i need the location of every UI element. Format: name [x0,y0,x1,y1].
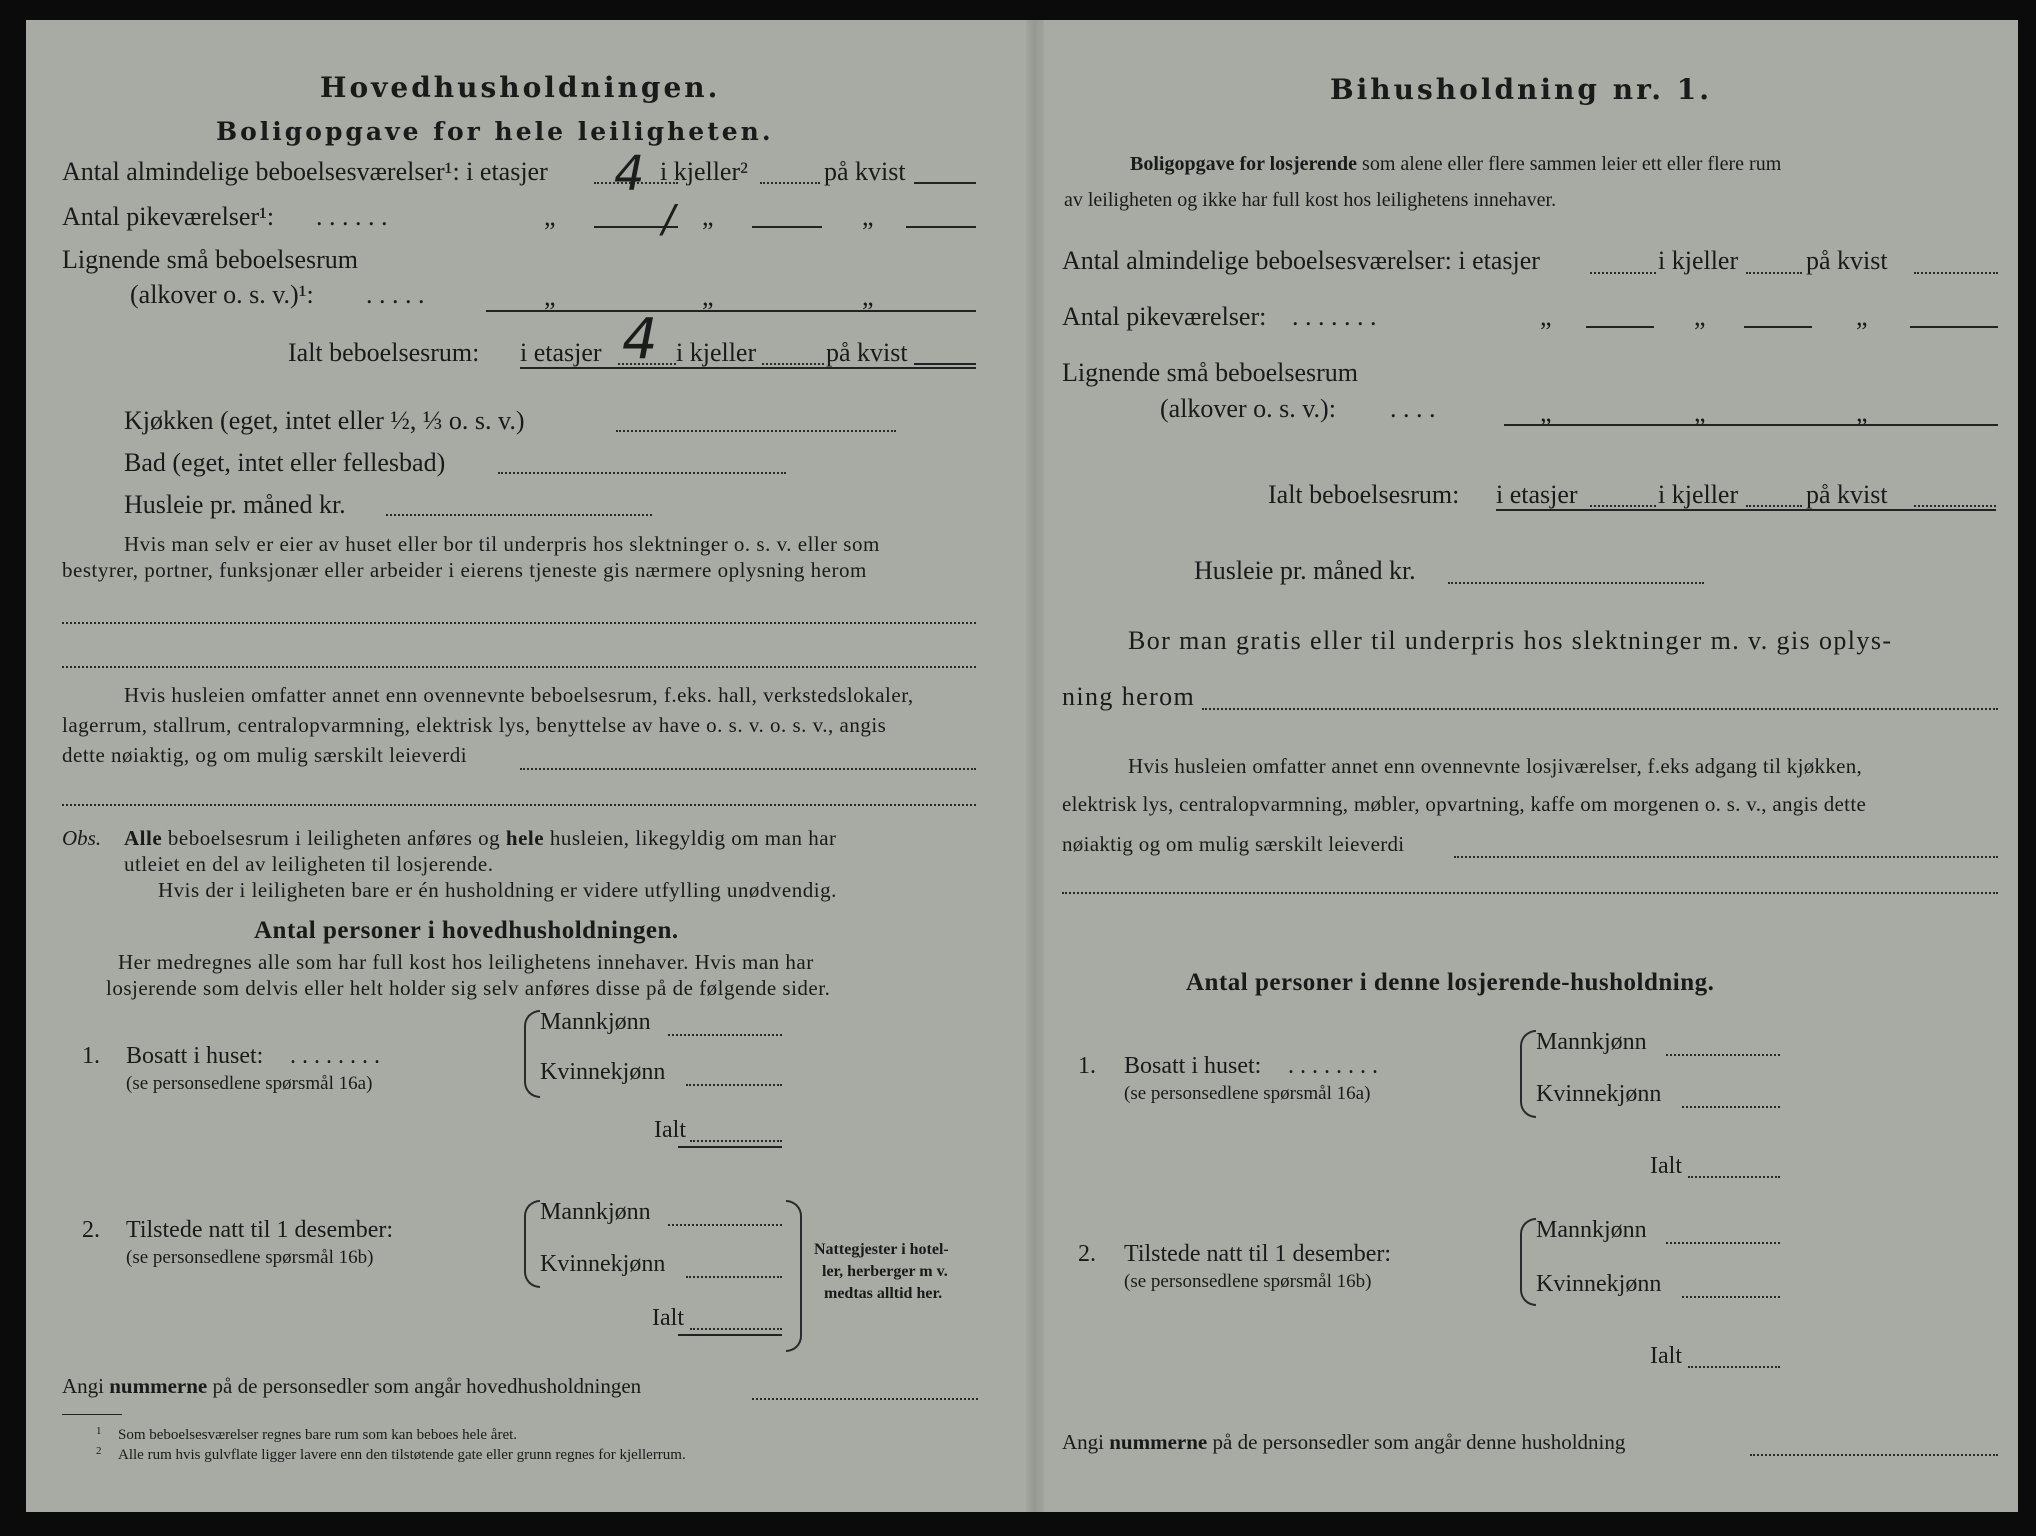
right-row2-q3: „ [1856,302,1868,331]
left-row3-label2: (alkover o. s. v.)¹: [130,280,314,309]
left-row1-kvist-field[interactable] [914,182,976,184]
left-q1-mann: Mannkjønn [540,1009,651,1035]
left-eier-field1[interactable] [62,622,976,624]
right-ialt-underline [1496,509,1996,511]
left-row2-dots: . . . . . . [316,202,388,231]
left-row3-dots: . . . . . [366,280,425,309]
left-antal-line1: Her medregnes alle som har full kost hos leilighetens innehaver. Hvis man har [118,950,814,974]
right-row1-kvist-field[interactable] [1914,272,1998,274]
right-row1-etasjer-field[interactable] [1590,272,1656,274]
right-q1-sub: (se personsedlene spørsmål 16a) [1124,1083,1371,1104]
left-kjokken-label: Kjøkken (eget, intet eller ½, ⅓ o. s. v.) [124,406,525,435]
left-ialt-kjeller-field[interactable] [762,363,824,365]
left-angi-line [62,1376,641,1397]
right-q2-kvinne-field[interactable] [1682,1296,1780,1298]
left-kjokken-field[interactable] [616,430,896,432]
left-angi-a: Angi [62,1374,104,1398]
left-row3-q3: „ [862,282,874,311]
left-q1-kvinne: Kvinnekjønn [540,1059,666,1085]
right-ialt-etasjer: i etasjer [1496,480,1578,509]
right-angi-c: på de personsedler som angår denne husholdning [1212,1430,1626,1454]
right-q2-sub: (se personsedlene spørsmål 16b) [1124,1271,1372,1292]
left-q2-mann: Mannkjønn [540,1199,651,1225]
left-q2-sub: (se personsedlene spørsmål 16b) [126,1247,374,1268]
left-q1-sub: (se personsedlene spørsmål 16a) [126,1073,373,1094]
left-ialt-kvist: på kvist [826,338,908,367]
left-q1-kvinne-field[interactable] [686,1084,782,1086]
left-q2-kvinne: Kvinnekjønn [540,1251,666,1277]
right-row3-field[interactable] [1504,424,1998,426]
right-q1-ialt-field[interactable] [1688,1176,1780,1178]
left-natt-line2: ler, herberger m v. [822,1263,948,1280]
right-ialt-etasjer-field[interactable] [1590,505,1656,507]
left-row2-q1: „ [544,202,556,231]
right-omf-line2: elektrisk lys, centralopvarmning, møbler, opvartning, kaffe om morgenen o. s. v., angis dette [1062,792,1867,816]
right-angi-field[interactable] [1750,1454,1998,1456]
right-ialt-label: Ialt beboelsesrum: [1268,480,1460,509]
right-row2-q1: „ [1540,302,1552,331]
right-q1-label: Bosatt i huset: [1124,1053,1262,1079]
left-ialt-etasjer: i etasjer [520,338,602,367]
left-angi-c: på de personsedler som angår hovedhusholdningen [212,1374,642,1398]
left-q2-mann-field[interactable] [668,1224,782,1226]
left-row3-field[interactable] [486,310,976,312]
right-q2-mann: Mannkjønn [1536,1217,1647,1243]
left-q2-num: 2. [82,1217,100,1243]
right-q2-mann-field[interactable] [1666,1242,1780,1244]
left-row3-q1: „ [544,282,556,311]
left-fn2-mark: 2 [96,1445,102,1457]
left-row1-label: Antal almindelige beboelsesværelser¹: i etasjer [62,157,548,186]
left-row1-etasjer-value: 4 [614,146,645,202]
left-ialt-kjeller: i kjeller [676,338,757,367]
right-q1-brace [1520,1030,1536,1118]
right-ialt-kjeller-field[interactable] [1746,505,1802,507]
left-antal-title: Antal personer i hovedhusholdningen. [254,917,679,944]
left-row2-label: Antal pikeværelser¹: [62,202,275,231]
left-q2-ialt-underline [678,1334,782,1336]
page-fold [1026,20,1044,1512]
right-ialt-kvist-field[interactable] [1914,505,1996,507]
right-row2-kjeller-field[interactable] [1744,326,1812,328]
right-q2-kvinne: Kvinnekjønn [1536,1271,1662,1297]
left-footnote-rule [62,1414,122,1415]
left-q2-ialt-field[interactable] [690,1328,782,1330]
right-omf-field1[interactable] [1454,856,1998,858]
right-row2-dots: . . . . . . . [1292,302,1377,331]
left-row1-kjeller: i kjeller² [660,157,748,186]
left-ialt-label: Ialt beboelsesrum: [288,338,480,367]
left-ialt-underline [520,367,976,369]
census-form-sheet [26,20,2018,1512]
right-gratis-field[interactable] [1202,708,1998,710]
left-q2-right-brace [786,1200,802,1352]
right-omf-line3: nøiaktig og om mulig særskilt leieverdi [1062,832,1405,856]
left-omf-field2[interactable] [62,804,976,806]
left-row1-kjeller-field[interactable] [760,182,820,184]
right-q2-brace [1520,1218,1536,1306]
left-q1-brace [524,1010,540,1098]
left-q1-ialt: Ialt [654,1117,686,1143]
left-title: Hovedhusholdningen. [320,71,721,104]
right-title: Bihusholdning nr. 1. [1330,73,1712,106]
left-row1-kvist: på kvist [824,157,906,186]
left-subtitle: Boligopgave for hele leiligheten. [216,117,774,146]
right-row3-q1: „ [1540,398,1552,427]
left-obs-text2: husleien, likegyldig om man har [549,826,837,850]
left-obs-line3: Hvis der i leiligheten bare er én husholdning er videre utfylling unødvendig. [158,878,837,902]
left-obs-line2: utleiet en del av leiligheten til losjerende. [124,852,494,876]
right-intro-line1 [1130,154,1781,174]
left-omf-line1: Hvis husleien omfatter annet enn ovennevnte beboelsesrum, f.eks. hall, verkstedslokaler, [124,683,914,707]
right-row3-dots: . . . . [1390,394,1436,423]
left-angi-field[interactable] [752,1398,978,1400]
right-q2-num: 2. [1078,1241,1096,1267]
right-row3-label1: Lignende små beboelsesrum [1062,358,1359,387]
left-antal-line2: losjerende som delvis eller helt holder sig selv anføres disse på de følgende sider. [106,976,831,1000]
left-q1-label: Bosatt i huset: [126,1043,264,1069]
right-ialt-kjeller: i kjeller [1658,480,1739,509]
left-fn1-mark: 1 [96,1425,102,1437]
right-row1-kjeller: i kjeller [1658,246,1739,275]
right-ialt-kvist: på kvist [1806,480,1888,509]
right-intro-text: som alene eller flere sammen leier ett eller flere rum [1362,153,1782,175]
left-angi-nummerne: nummerne [109,1374,208,1398]
right-gratis-line1: Bor man gratis eller til underpris hos slektninger m. v. gis oplys- [1128,626,1893,655]
left-q1-dots: . . . . . . . . [290,1043,380,1069]
left-obs-line1 [124,828,837,849]
left-eier-line1: Hvis man selv er eier av huset eller bor til underpris hos slektninger o. s. v. eller som [124,532,880,556]
right-q2-label: Tilstede natt til 1 desember: [1124,1241,1392,1267]
left-omf-line2: lagerrum, stallrum, centralopvarmning, elektrisk lys, benyttelse av have o. s. v. o. s. v., angis [62,713,887,737]
right-row3-q2: „ [1694,398,1706,427]
right-row3-q3: „ [1856,398,1868,427]
right-row2-etasjer-field[interactable] [1586,326,1654,328]
right-antal-title: Antal personer i denne losjerende-husholdning. [1186,969,1715,996]
left-omf-field1[interactable] [520,768,976,770]
right-q2-ialt: Ialt [1650,1343,1682,1369]
left-q2-kvinne-field[interactable] [686,1276,782,1278]
right-gratis-line2: ning herom [1062,682,1196,711]
right-row1-kjeller-field[interactable] [1746,272,1802,274]
left-row2-etasjer-value: / [662,197,675,241]
right-omf-field2[interactable] [1062,892,1998,894]
left-row2-kvist-field[interactable] [906,226,976,228]
left-row3-label1: Lignende små beboelsesrum [62,245,359,274]
right-row2-label: Antal pikeværelser: [1062,302,1267,331]
left-q1-ialt-underline [678,1146,782,1148]
left-fn2: Alle rum hvis gulvflate ligger lavere enn den tilstøtende gate eller grunn regnes for kjellerrum. [118,1447,686,1463]
right-angi-nummerne: nummerne [1109,1430,1208,1454]
right-husleie-label: Husleie pr. måned kr. [1194,556,1416,585]
left-natt-line1: Nattegjester i hotel- [814,1241,949,1258]
left-q1-mann-field[interactable] [668,1034,782,1036]
left-husleie-label: Husleie pr. måned kr. [124,490,346,519]
left-q2-label: Tilstede natt til 1 desember: [126,1217,394,1243]
left-ialt-kvist-field[interactable] [914,363,976,365]
right-intro-bold: Boligopgave for losjerende [1130,153,1358,175]
right-angi-a: Angi [1062,1430,1104,1454]
left-omf-line3: dette nøiaktig, og om mulig særskilt leieverdi [62,743,468,767]
left-row2-q2: „ [702,202,714,231]
right-row1-label: Antal almindelige beboelsesværelser: i etasjer [1062,246,1540,275]
right-q1-kvinne-field[interactable] [1682,1106,1780,1108]
left-bad-field[interactable] [498,472,786,474]
right-q1-ialt: Ialt [1650,1153,1682,1179]
left-row3-q2: „ [702,282,714,311]
left-obs-text1: beboelsesrum i leiligheten anføres og [167,826,501,850]
right-q1-mann: Mannkjønn [1536,1029,1647,1055]
left-natt-line3: medtas alltid her. [824,1285,943,1302]
left-q1-ialt-field[interactable] [690,1140,782,1142]
left-bad-label: Bad (eget, intet eller fellesbad) [124,448,446,477]
left-eier-field2[interactable] [62,666,976,668]
right-q1-dots: . . . . . . . . [1288,1053,1378,1079]
left-row2-kjeller-field[interactable] [752,226,822,228]
left-q2-brace [524,1200,540,1288]
right-row1-kvist: på kvist [1806,246,1888,275]
left-ialt-etasjer-value: 4 [622,307,658,372]
left-q1-num: 1. [82,1043,100,1069]
left-obs-label: Obs. [62,826,102,850]
right-row3-label2: (alkover o. s. v.): [1160,394,1336,423]
right-husleie-field[interactable] [1448,582,1704,584]
left-eier-line2: bestyrer, portner, funksjonær eller arbeider i eierens tjeneste gis nærmere oplysning herom [62,558,867,582]
left-fn1: Som beboelsesværelser regnes bare rum som kan beboes hele året. [118,1427,518,1443]
left-row2-q3: „ [862,202,874,231]
right-q1-mann-field[interactable] [1666,1054,1780,1056]
left-husleie-field[interactable] [386,514,652,516]
left-obs-hele: hele [505,826,545,850]
right-q2-ialt-field[interactable] [1688,1366,1780,1368]
left-q2-ialt: Ialt [652,1305,684,1331]
right-q1-num: 1. [1078,1053,1096,1079]
right-q1-kvinne: Kvinnekjønn [1536,1081,1662,1107]
right-intro-line2: av leiligheten og ikke har full kost hos leilighetens innehaver. [1064,189,1557,211]
right-row2-q2: „ [1694,302,1706,331]
left-obs-alle: Alle [124,826,163,850]
right-omf-line1: Hvis husleien omfatter annet enn ovennevnte losjiværelser, f.eks adgang til kjøkken, [1128,754,1863,778]
right-row2-kvist-field[interactable] [1910,326,1998,328]
right-angi-line [1062,1432,1625,1453]
